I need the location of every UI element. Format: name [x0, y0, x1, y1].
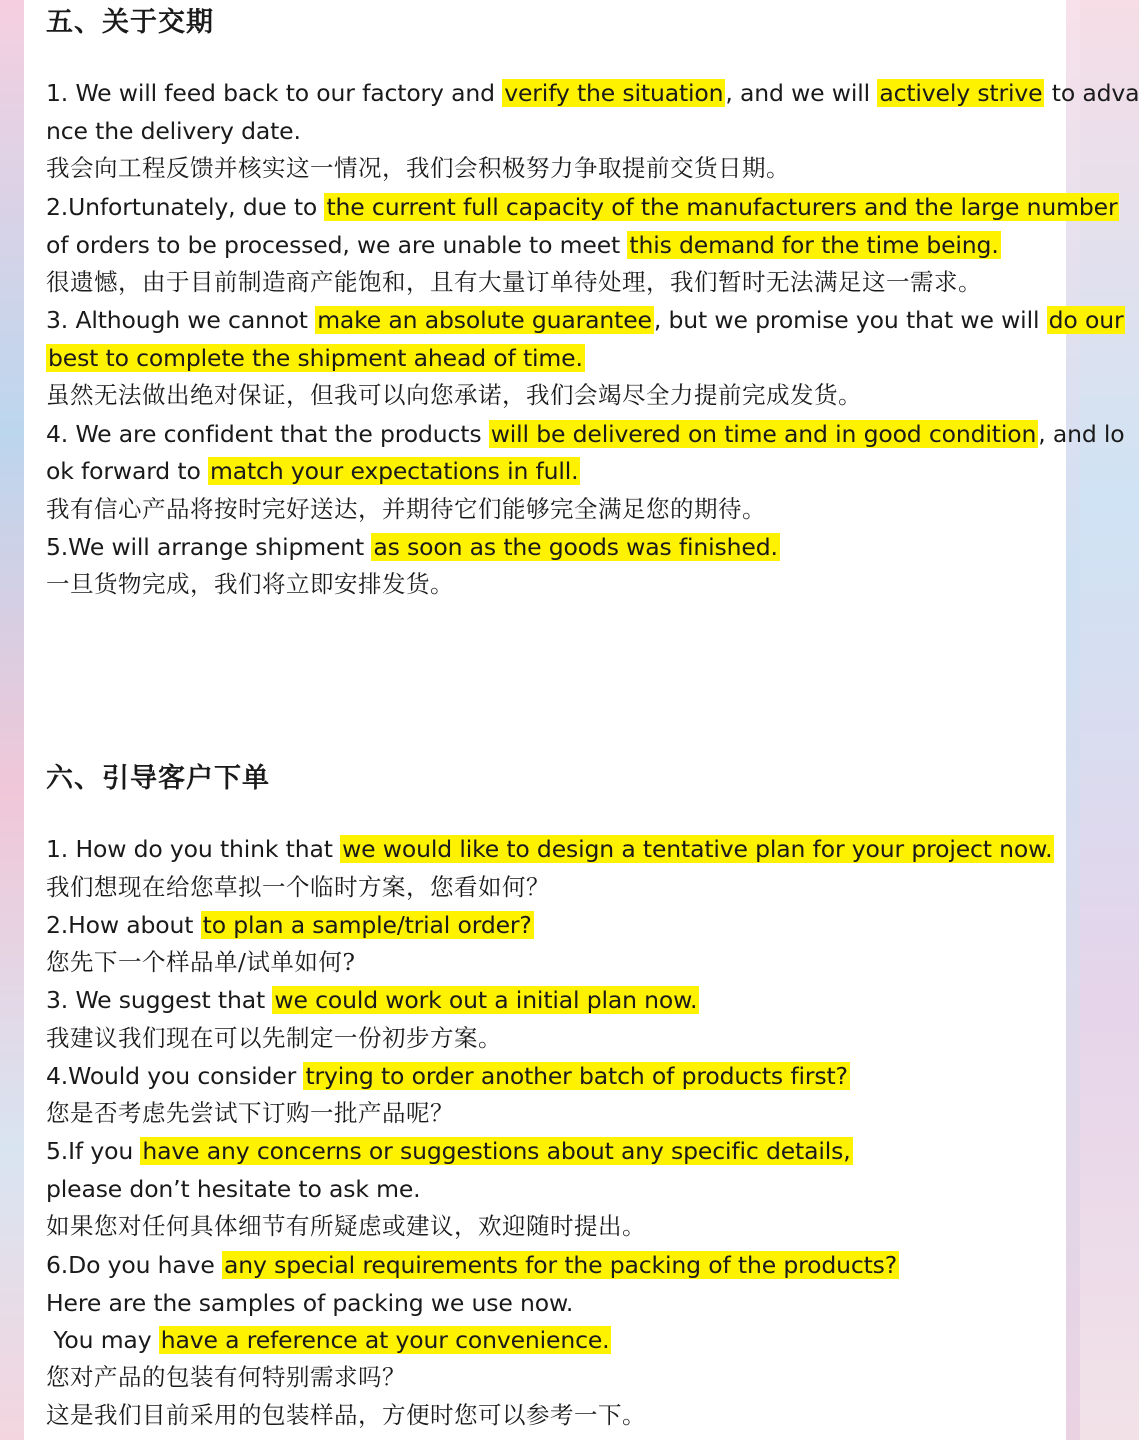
- s5-line-12: 我有信心产品将按时完好送达，并期待它们能够完全满足您的期待。: [46, 495, 766, 523]
- plain-text: ok forward to: [46, 457, 208, 485]
- s5-line-1: [46, 78, 1139, 108]
- plain-text: 1. We will feed back to our factory and: [46, 79, 503, 107]
- highlight-text: match your expectations in full.: [210, 457, 579, 485]
- s6-line-11: 如果您对任何具体细节有所疑虑或建议，欢迎随时提出。: [46, 1212, 646, 1240]
- highlight-text: do our: [1048, 306, 1124, 334]
- s6-line-5: [46, 985, 699, 1015]
- highlight-text: to plan a sample/trial order?: [202, 911, 532, 939]
- s6-line-10: please don’t hesitate to ask me.: [46, 1175, 421, 1203]
- plain-text: 5.We will arrange shipment: [46, 533, 372, 561]
- plain-text: You may: [46, 1326, 159, 1354]
- s6-line-1: [46, 834, 1054, 864]
- highlight-text: as soon as the goods was finished.: [373, 533, 778, 561]
- s6-line-6: 我建议我们现在可以先制定一份初步方案。: [46, 1024, 502, 1052]
- s6-line-13: Here are the samples of packing we use now.: [46, 1289, 574, 1317]
- plain-text: 6.Do you have: [46, 1251, 223, 1279]
- highlight-text: we could work out a initial plan now.: [274, 986, 698, 1014]
- plain-text: 1. How do you think that: [46, 835, 341, 863]
- document-page: [24, 0, 1139, 1440]
- plain-text: , and lo: [1038, 420, 1125, 448]
- plain-text: to adva: [1044, 79, 1139, 107]
- plain-text: 4.Would you consider: [46, 1062, 304, 1090]
- s5-line-2: nce the delivery date.: [46, 117, 301, 145]
- highlight-text: make an absolute guarantee: [317, 306, 652, 334]
- s6-line-7: [46, 1061, 850, 1091]
- highlight-text: the current full capacity of the manufacturers and the large number: [326, 193, 1118, 221]
- highlight-text: best to complete the shipment ahead of time.: [48, 344, 583, 372]
- s5-line-10: [46, 419, 1125, 449]
- s5-line-11: [46, 456, 580, 486]
- plain-text: 3. Although we cannot: [46, 306, 316, 334]
- s6-line-14: [46, 1325, 611, 1355]
- plain-text: of orders to be processed, we are unable to meet: [46, 231, 628, 259]
- highlight-text: verify the situation: [504, 79, 724, 107]
- s5-line-7: [46, 305, 1125, 335]
- highlight-text: actively strive: [879, 79, 1043, 107]
- s5-line-8: [46, 343, 585, 373]
- s5-line-13: [46, 532, 780, 562]
- plain-text: 5.If you: [46, 1137, 141, 1165]
- highlight-text: trying to order another batch of products first?: [305, 1062, 848, 1090]
- s6-line-12: [46, 1250, 899, 1280]
- plain-text: 3. We suggest that: [46, 986, 273, 1014]
- plain-text: 4. We are confident that the products: [46, 420, 489, 448]
- plain-text: , and we will: [725, 79, 878, 107]
- plain-text: 2.Unfortunately, due to: [46, 193, 325, 221]
- highlight-text: we would like to design a tentative plan for your project now.: [342, 835, 1053, 863]
- s5-line-14: 一旦货物完成，我们将立即安排发货。: [46, 570, 454, 598]
- plain-text: 2.How about: [46, 911, 201, 939]
- s6-line-16: 这是我们目前采用的包装样品，方便时您可以参考一下。: [46, 1401, 646, 1429]
- background-left-edge: [0, 0, 24, 1440]
- s6-line-2: 我们想现在给您草拟一个临时方案，您看如何？: [46, 873, 550, 901]
- s6-line-15: 您对产品的包装有何特别需求吗？: [46, 1363, 406, 1391]
- s5-line-6: 很遗憾，由于目前制造商产能饱和，且有大量订单待处理，我们暂时无法满足这一需求。: [46, 268, 982, 296]
- s5-line-4: [46, 192, 1119, 222]
- highlight-text: any special requirements for the packing of the products?: [224, 1251, 898, 1279]
- highlight-text: have any concerns or suggestions about any specific details,: [142, 1137, 851, 1165]
- s5-line-5: [46, 230, 1001, 260]
- section-6-title: 六、引导客户下单: [46, 763, 270, 794]
- s5-line-9: 虽然无法做出绝对保证，但我可以向您承诺，我们会竭尽全力提前完成发货。: [46, 381, 862, 409]
- section-5-title: 五、关于交期: [46, 7, 214, 38]
- s6-line-9: [46, 1136, 853, 1166]
- highlight-text: will be delivered on time and in good condition: [490, 420, 1037, 448]
- highlight-text: have a reference at your convenience.: [160, 1326, 610, 1354]
- highlight-text: this demand for the time being.: [629, 231, 999, 259]
- s5-line-3: 我会向工程反馈并核实这一情况，我们会积极努力争取提前交货日期。: [46, 154, 790, 182]
- plain-text: , but we promise you that we will: [653, 306, 1047, 334]
- s6-line-8: 您是否考虑先尝试下订购一批产品呢？: [46, 1099, 454, 1127]
- s6-line-3: [46, 910, 534, 940]
- s6-line-4: 您先下一个样品单/试单如何?: [46, 948, 356, 976]
